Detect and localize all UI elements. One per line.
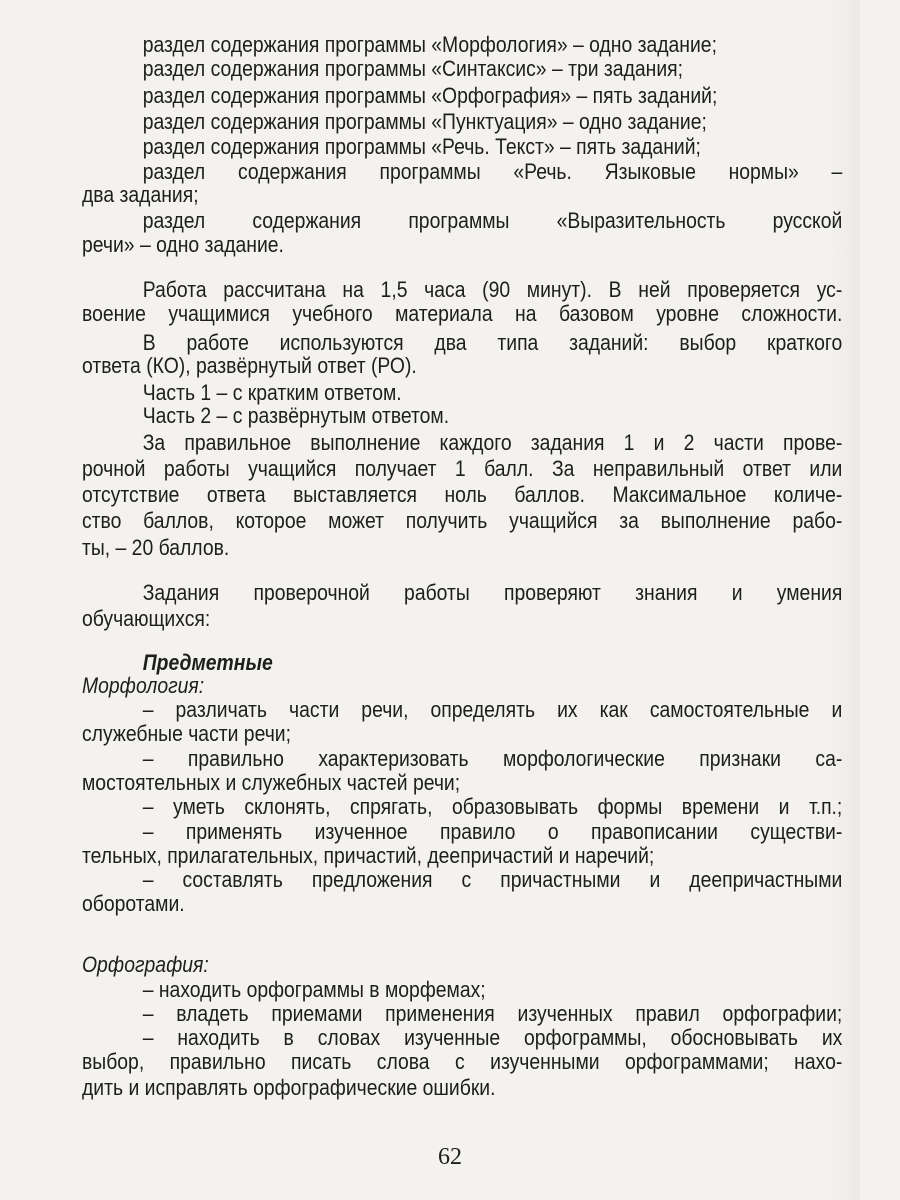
text-line: раздел содержания программы «Речь. Текст» – пять заданий; xyxy=(142,134,701,159)
text-line: служебные части речи; xyxy=(82,721,291,746)
text-line: выбор, правильно писать слова с изученными орфограммами; нахо- xyxy=(82,1049,843,1074)
text-line: раздел содержания программы «Синтаксис» – три задания; xyxy=(142,56,683,81)
text-line: ты, – 20 баллов. xyxy=(82,535,230,560)
text-line: Задания проверочной работы проверяют знания и умения xyxy=(142,580,843,605)
text-line: рочной работы учащийся получает 1 балл. За неправильный ответ или xyxy=(82,456,843,481)
text-line: раздел содержания программы «Пунктуация» – одно задание; xyxy=(142,109,707,134)
text-line: Работа рассчитана на 1,5 часа (90 минут). В ней проверяется ус- xyxy=(142,277,843,302)
text-line: раздел содержания программы «Выразительность русской xyxy=(142,208,843,233)
text-line: – различать части речи, определять их как самостоятельные и xyxy=(142,697,843,722)
text-line: раздел содержания программы «Орфография» – пять заданий; xyxy=(142,83,718,108)
section-heading: Морфология: xyxy=(82,673,205,698)
text-line: ство баллов, которое может получить учащийся за выполнение рабо- xyxy=(82,508,843,533)
text-line: – находить в словах изученные орфограммы, обосновывать их xyxy=(142,1025,843,1050)
text-line: раздел содержания программы «Речь. Языковые нормы» – xyxy=(142,159,843,184)
text-line: раздел содержания программы «Морфология» – одно задание; xyxy=(142,32,717,57)
text-line: мостоятельных и служебных частей речи; xyxy=(82,770,461,795)
text-line: – владеть приемами применения изученных правил орфографии; xyxy=(142,1001,843,1026)
text-line: воение учащимися учебного материала на базовом уровне сложности. xyxy=(82,301,843,326)
text-line: – составлять предложения с причастными и деепричастными xyxy=(142,867,843,892)
text-line: – правильно характеризовать морфологические признаки са- xyxy=(142,746,843,771)
text-line: оборотами. xyxy=(82,891,185,916)
section-heading: Орфография: xyxy=(82,952,209,977)
section-heading: Предметные xyxy=(142,650,273,675)
text-line: Часть 1 – с кратким ответом. xyxy=(142,380,402,405)
text-line: Часть 2 – с развёрнутым ответом. xyxy=(142,403,450,428)
text-line: В работе используются два типа заданий: выбор краткого xyxy=(142,330,843,355)
text-line: отсутствие ответа выставляется ноль баллов. Максимальное количе- xyxy=(82,482,843,507)
text-line: обучающихся: xyxy=(82,606,211,631)
text-line: два задания; xyxy=(82,182,199,207)
text-line: – применять изученное правило о правописании существи- xyxy=(142,819,843,844)
text-line: ответа (КО), развёрнутый ответ (РО). xyxy=(82,353,417,378)
text-line: речи» – одно задание. xyxy=(82,232,284,257)
text-line: За правильное выполнение каждого задания 1 и 2 части прове- xyxy=(142,430,843,455)
text-line: тельных, прилагательных, причастий, деепричастий и наречий; xyxy=(82,843,655,868)
text-line: дить и исправлять орфографические ошибки. xyxy=(82,1075,496,1100)
page-number: 62 xyxy=(438,1144,462,1170)
text-line: – находить орфограммы в морфемах; xyxy=(142,977,486,1002)
text-line: – уметь склонять, спрягать, образовывать формы времени и т.п.; xyxy=(142,794,843,819)
